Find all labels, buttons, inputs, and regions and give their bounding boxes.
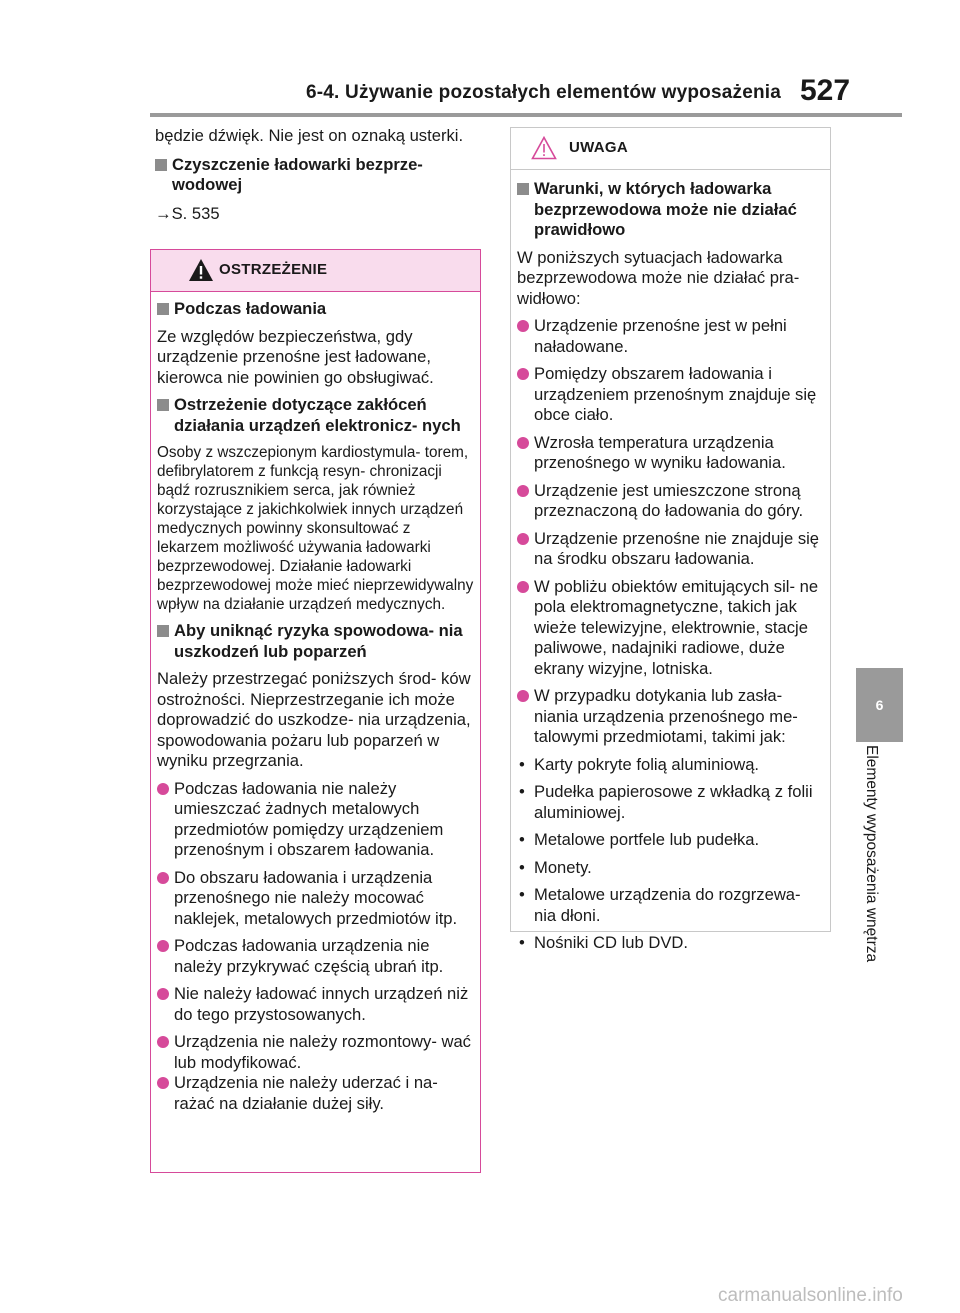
warning-text-interference: Osoby z wszczepionym kardiostymula- torem, defibrylatorem z funkcją resyn- chronizacji bądź rozrusznikiem serca, jak również korzystające z jakichkolwiek innych urządzeń medycznych powinny skonsultować z lekarzem możliwość używania ładowarki bezprzewodowej. Działanie ładowarki bezprzewodowej może mieć nieprzewidywalny wpływ na działanie urządzeń medycznych.: [157, 444, 474, 613]
caution-intro: W poniższych sytuacjach ładowarka bezprzewodowa może nie działać pra- widłowo:: [517, 247, 800, 308]
left-column: [155, 126, 477, 224]
intro-text: będzie dźwięk. Nie jest on oznaką usterki.: [155, 126, 464, 145]
warning-heading-burns: Aby uniknąć ryzyka spowodowa- nia uszkodzeń lub poparzeń: [157, 621, 474, 662]
warning-box-header: [151, 250, 480, 292]
caution-bullet: W przypadku dotykania lub zasła- niania urządzenia przenośnego me- talowymi przedmiotami, takimi jak:: [517, 686, 824, 748]
warning-text-charging: Ze względów bezpieczeństwa, gdy urządzenie przenośne jest ładowane, kierowca nie powinien go obsługiwać.: [157, 326, 434, 387]
warning-bullet: Nie należy ładować innych urządzeń niż do tego przystosowanych.: [157, 984, 474, 1025]
warning-heading-charging: Podczas ładowania: [157, 299, 474, 320]
chapter-tab[interactable]: 6: [856, 668, 903, 742]
caution-sub-item: • Metalowe portfele lub pudełka.: [517, 830, 824, 851]
caution-triangle-icon: [531, 136, 557, 160]
caution-box: [510, 127, 831, 952]
caution-sub-item: • Metalowe urządzenia do rozgrzewa- nia dłoni.: [517, 885, 824, 926]
caution-bullet: Pomiędzy obszarem ładowania i urządzeniem przenośnym znajduje się obce ciało.: [517, 364, 824, 426]
caution-bullet: Urządzenie jest umieszczone stroną przeznaczoną do ładowania do góry.: [517, 481, 824, 522]
caution-sub-item: • Karty pokryte folią aluminiową.: [517, 755, 824, 776]
watermark: carmanualsonline.info: [718, 1285, 903, 1306]
cleaning-heading: Czyszczenie ładowarki bezprze- wodowej: [155, 155, 477, 196]
caution-heading: Warunki, w których ładowarka bezprzewodowa może nie działać prawidłowo: [517, 179, 824, 241]
cleaning-page-ref: →S. 535: [155, 203, 220, 223]
caution-bullet: Urządzenie przenośne nie znajduje się na środku obszaru ładowania.: [517, 529, 824, 570]
caution-bullet: Urządzenie przenośne jest w pełni naładowane.: [517, 316, 824, 357]
warning-box: [150, 249, 481, 1173]
caution-title: UWAGA: [569, 139, 628, 156]
warning-bullet: Urządzenia nie należy uderzać i na- rażać na działanie dużej siły.: [157, 1073, 474, 1114]
header-divider: [150, 113, 902, 117]
warning-bullet: Urządzenia nie należy rozmontowy- wać lub modyfikować.: [157, 1032, 474, 1073]
warning-text-burns: Należy przestrzegać poniższych środ- ków ostrożności. Nieprzestrzeganie ich może doprowadzić do uszkodze- nia urządzenia, spowodowania pożaru lub poparzeń w wyniku przegrzania.: [157, 669, 471, 770]
caution-bullet: Wzrosła temperatura urządzenia przenośnego w wyniku ładowania.: [517, 433, 824, 474]
warning-triangle-icon: [188, 258, 214, 282]
caution-box-body: [511, 170, 830, 954]
warning-box-body: [151, 292, 480, 1114]
page-number: 527: [800, 74, 851, 107]
warning-bullet: Do obszaru ładowania i urządzenia przenośnego nie należy mocować naklejek, metalowych przedmiotów itp.: [157, 868, 474, 930]
caution-sub-item: • Pudełka papierosowe z wkładką z folii aluminiowej.: [517, 782, 824, 823]
warning-title: OSTRZEŻENIE: [219, 261, 328, 278]
caution-box-header: [511, 128, 830, 170]
warning-bullet: Podczas ładowania urządzenia nie należy przykrywać częścią ubrań itp.: [157, 936, 474, 977]
caution-bullet: W pobliżu obiektów emitujących sil- ne pola elektromagnetyczne, takich jak wieże telewizyjne, elektrownie, stacje paliwowe, nadajniki radiowe, duże ekrany wizyjne, lotniska.: [517, 577, 824, 680]
warning-heading-interference: Ostrzeżenie dotyczące zakłóceń działania urządzeń elektronicz- nych: [157, 395, 474, 436]
section-title: 6-4. Używanie pozostałych elementów wyposażenia: [306, 82, 782, 103]
warning-bullet: Podczas ładowania nie należy umieszczać żadnych metalowych przedmiotów pomiędzy urządzeniem przenośnym i obszarem ładowania.: [157, 779, 474, 861]
caution-sub-item: • Nośniki CD lub DVD.: [517, 933, 824, 954]
chapter-side-title: Elementy wyposażenia wnętrza: [863, 745, 880, 963]
caution-sub-item: • Monety.: [517, 858, 824, 879]
